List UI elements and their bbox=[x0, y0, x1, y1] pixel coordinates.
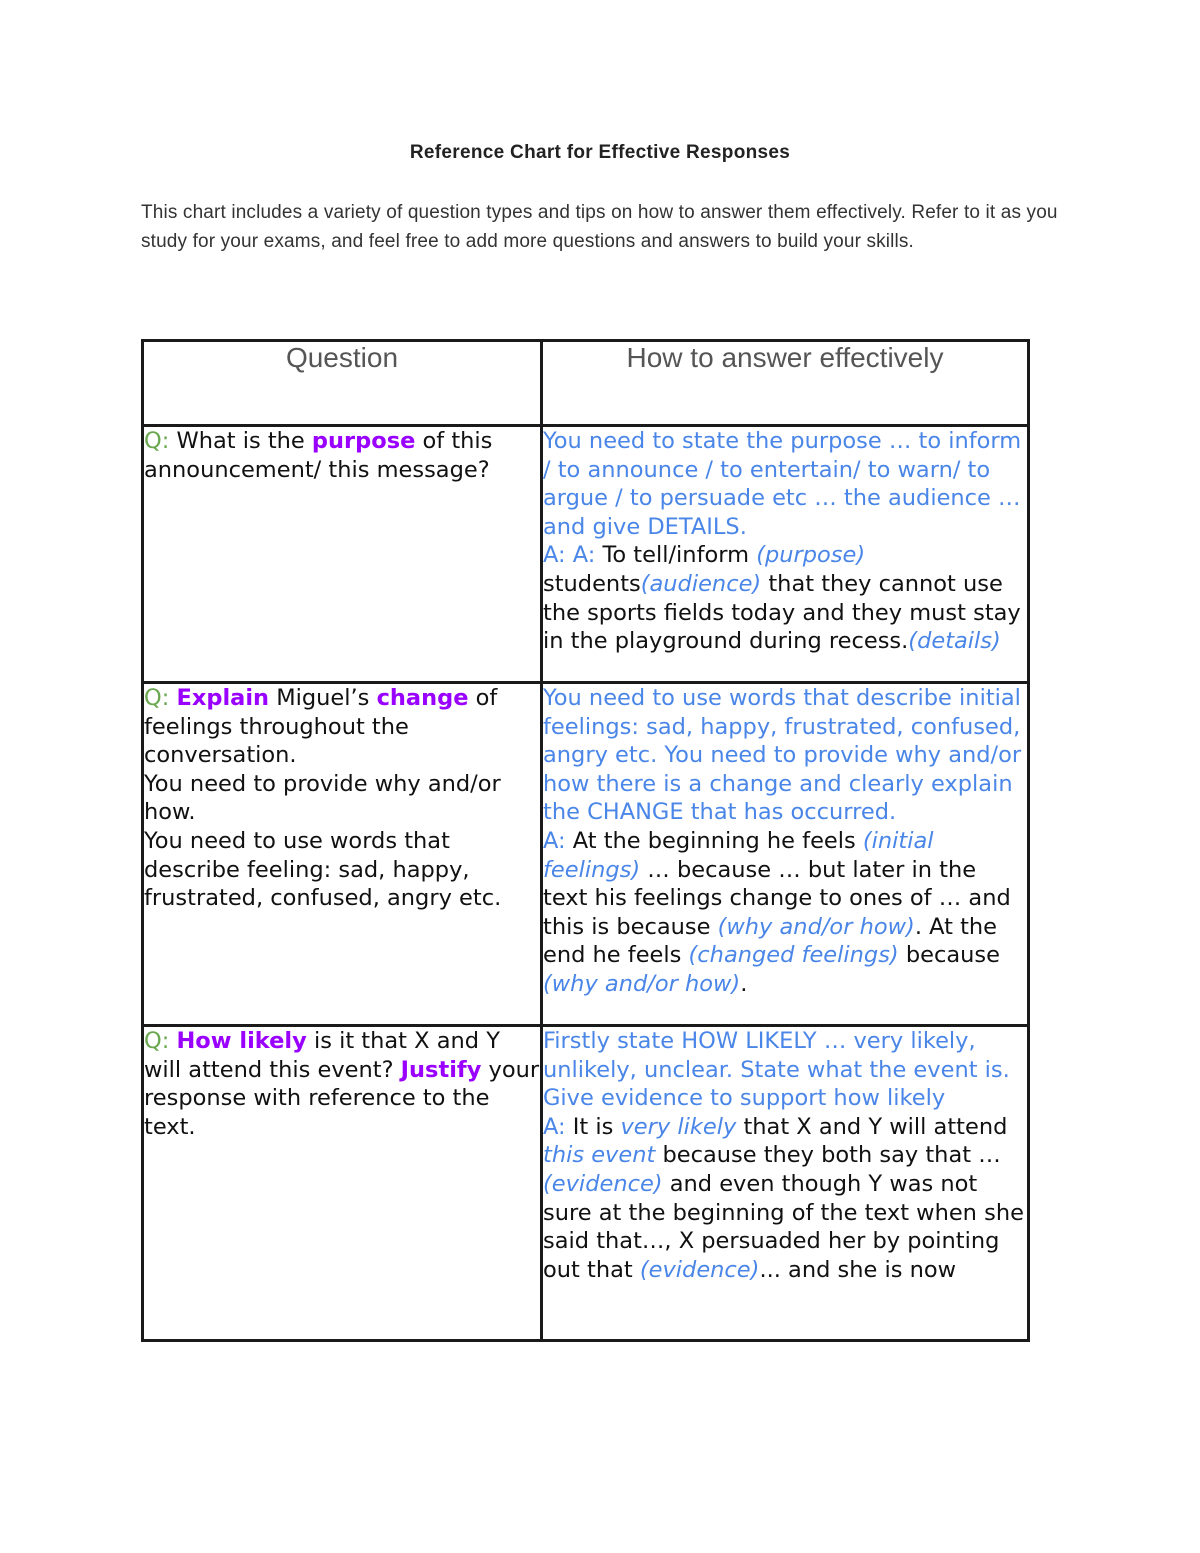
question-text: is it that X and Y will attend this event? bbox=[144, 1028, 500, 1083]
answer-tip: Firstly state HOW LIKELY … very likely, unlikely, unclear. State what the event is. Give evidence to support how likely bbox=[543, 1028, 1010, 1112]
answer-text: … because … but later in the text his feelings change to ones of … and this is because bbox=[543, 856, 1011, 940]
table-row bbox=[143, 683, 1029, 1026]
question-note: You need to use words that describe feeling: sad, happy, frustrated, confused, angry etc. bbox=[144, 827, 502, 912]
answer-text: At the beginning he feels bbox=[565, 827, 863, 854]
answer-cell bbox=[542, 683, 1029, 1026]
answer-text: because bbox=[898, 942, 1000, 969]
question-text: Miguel’s bbox=[269, 685, 377, 711]
question-text: your response with reference to the text. bbox=[144, 1056, 540, 1140]
question-note: You need to provide why and/or how. bbox=[144, 770, 501, 826]
question-text: What is the bbox=[169, 428, 312, 454]
reference-chart-table bbox=[141, 339, 1030, 1342]
answer-text: It is bbox=[565, 1113, 621, 1140]
answer-text: ... and she is now bbox=[759, 1256, 957, 1283]
header-question: Question bbox=[143, 341, 542, 426]
answer-text: . bbox=[740, 970, 748, 997]
intro-paragraph: This chart includes a variety of question types and tips on how to answer them effectively. Refer to it as you study for your exams, and feel free to add more questions and answers to build your skills. bbox=[141, 202, 1058, 252]
answer-placeholder: (changed feelings) bbox=[688, 942, 899, 969]
answer-placeholder: (evidence) bbox=[543, 1170, 663, 1197]
answer-text: and even though Y was not sure at the beginning of the text when she said that…, X persuaded her by pointing out that bbox=[543, 1170, 1024, 1283]
answer-placeholder: (purpose) bbox=[756, 542, 866, 569]
table-header-row bbox=[143, 341, 1029, 426]
answer-text: To tell/inform bbox=[595, 542, 757, 569]
table-row bbox=[143, 1026, 1029, 1341]
answer-text: . At the end he feels bbox=[543, 913, 998, 969]
keyword: Explain bbox=[176, 685, 270, 711]
answer-placeholder: (why and/or how) bbox=[543, 970, 741, 997]
table-row bbox=[143, 426, 1029, 683]
keyword: Justify bbox=[400, 1056, 482, 1083]
question-cell bbox=[143, 426, 542, 683]
q-label: Q: bbox=[144, 428, 170, 454]
answer-placeholder: (evidence) bbox=[639, 1256, 760, 1283]
answer-placeholder: very likely bbox=[620, 1113, 737, 1140]
question-text: of feelings throughout the conversation. bbox=[144, 685, 498, 769]
a-label: A: bbox=[543, 827, 566, 854]
a-label: A: A: bbox=[543, 542, 596, 569]
answer-text: because they both say that … bbox=[655, 1142, 1001, 1169]
question-cell bbox=[143, 683, 542, 1026]
question-text: of this announcement/ this message? bbox=[144, 428, 493, 483]
a-label: A: bbox=[543, 1113, 566, 1140]
question-cell bbox=[143, 1026, 542, 1341]
keyword: purpose bbox=[311, 428, 416, 454]
header-how-to-answer: How to answer effectively bbox=[542, 341, 1029, 426]
answer-cell bbox=[542, 1026, 1029, 1341]
answer-tip: You need to state the purpose … to inform / to announce / to entertain/ to warn/ to argue / to persuade etc … the audience … and give DETAILS. bbox=[543, 428, 1022, 540]
answer-cell bbox=[542, 426, 1029, 683]
answer-text: that X and Y will attend bbox=[736, 1113, 1008, 1140]
keyword: change bbox=[376, 685, 469, 711]
answer-text: that they cannot use the sports fields today and they must stay in the playground during recess. bbox=[543, 570, 1021, 655]
keyword: How likely bbox=[176, 1028, 307, 1054]
answer-text: students bbox=[543, 570, 641, 597]
answer-placeholder: (why and/or how) bbox=[717, 913, 915, 940]
q-label: Q: bbox=[144, 1028, 170, 1054]
page-title: Reference Chart for Effective Responses bbox=[409, 142, 791, 163]
answer-placeholder: (details) bbox=[908, 628, 1001, 655]
q-label: Q: bbox=[144, 685, 170, 711]
answer-placeholder: (initial feelings) bbox=[543, 827, 934, 883]
answer-placeholder: (audience) bbox=[640, 570, 762, 597]
answer-placeholder: this event bbox=[543, 1142, 656, 1169]
answer-tip: You need to use words that describe initial feelings: sad, happy, frustrated, confused, angry etc. You need to provide why and/or how there is a change and clearly explain the CHANGE that has occurred. bbox=[543, 685, 1022, 826]
